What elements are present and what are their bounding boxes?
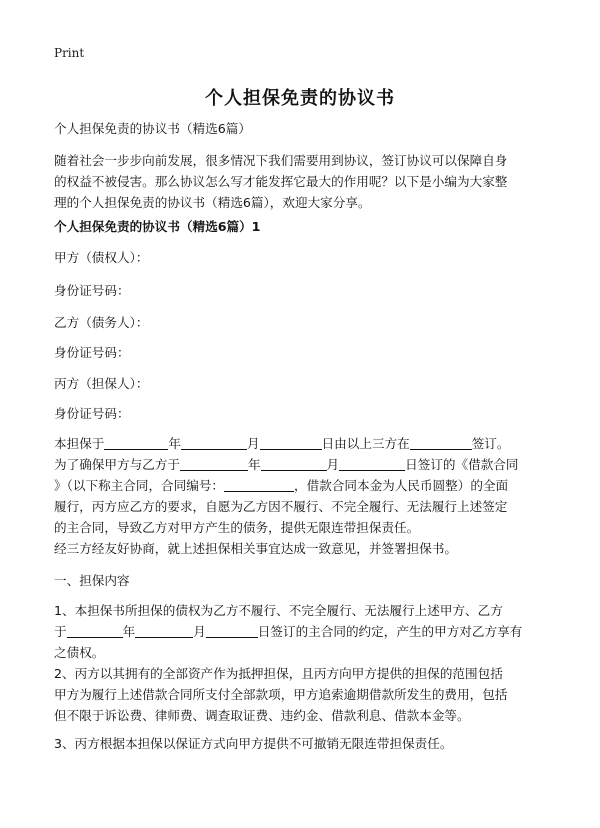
- clause-line: 之债权。: [54, 645, 105, 660]
- intro-line: 理的个人担保免责的协议书（精选6篇），欢迎大家分享。: [54, 195, 371, 210]
- paragraph-line: 履行，丙方应乙方的要求，自愿为乙方因不履行、不完全履行、无法履行上述签定: [54, 499, 508, 514]
- blank-field: [135, 623, 193, 638]
- print-link[interactable]: Print: [54, 46, 85, 60]
- blank-field: [339, 456, 405, 471]
- clause-line: 1、本担保书所担保的债权为乙方不履行、不完全履行、无法履行上述甲方、乙方: [54, 603, 503, 618]
- clause-3: 3、丙方根据本担保以保证方式向甲方提供不可撤销无限连带担保责任。: [54, 736, 453, 751]
- intro-line: 的权益不被侵害。那么协议怎么写才能发挥它最大的作用呢？以下是小编为大家整: [54, 174, 508, 189]
- blank-field: [224, 477, 294, 492]
- clause-1: [54, 600, 550, 663]
- paragraph-line: 本担保于 年 月 日由以上三方在 签订。: [54, 436, 510, 451]
- blank-field: [180, 456, 248, 471]
- intro-line: 随着社会一步步向前发展，很多情况下我们需要用到协议，签订协议可以保障自身: [54, 153, 508, 168]
- guarantee-paragraph: [54, 433, 550, 538]
- party-c-label: 丙方（担保人）：: [54, 376, 149, 391]
- party-a-id-label: 身份证号码：: [54, 283, 130, 298]
- blank-field: [261, 456, 327, 471]
- agreement-paragraph: 经三方经友好协商，就上述担保相关事宜达成一致意见，并签署担保书。: [54, 541, 457, 556]
- blank-field: [67, 623, 123, 638]
- paragraph-line: 为了确保甲方与乙方于 年 月 日签订的《借款合同: [54, 457, 519, 472]
- paragraph-line: 的主合同，导致乙方对甲方产生的债务，提供无限连带担保责任。: [54, 520, 420, 535]
- page-title: 个人担保免责的协议书: [205, 88, 395, 109]
- clause-line: 2、丙方以其拥有的全部资产作为抵押担保，且丙方向甲方提供的担保的范围包括: [54, 666, 503, 681]
- blank-field: [206, 623, 258, 638]
- blank-field: [260, 435, 322, 450]
- intro-paragraph: [54, 150, 550, 213]
- party-b-label: 乙方（债务人）：: [54, 315, 149, 330]
- document-subtitle: 个人担保免责的协议书（精选6篇）: [54, 121, 251, 136]
- section-heading-content: 一、担保内容: [54, 573, 130, 588]
- blank-field: [410, 435, 472, 450]
- section-heading: 个人担保免责的协议书（精选6篇）1: [54, 219, 261, 234]
- blank-field: [181, 435, 247, 450]
- clause-line: 于 年 月 日签订的主合同的约定，产生的甲方对乙方享有: [54, 624, 523, 639]
- party-b-id-label: 身份证号码：: [54, 345, 130, 360]
- clause-line: 甲方为履行上述借款合同所支付全部款项，甲方追索逾期借款所发生的费用，包括: [54, 687, 508, 702]
- paragraph-line: 》（以下称主合同，合同编号： ，借款合同本金为人民币圆整）的全面: [54, 478, 509, 493]
- blank-field: [104, 435, 168, 450]
- party-c-id-label: 身份证号码：: [54, 406, 130, 421]
- party-a-label: 甲方（债权人）：: [54, 250, 149, 265]
- clause-line: 但不限于诉讼费、律师费、调查取证费、违约金、借款利息、借款本金等。: [54, 708, 470, 723]
- clause-2: [54, 663, 550, 726]
